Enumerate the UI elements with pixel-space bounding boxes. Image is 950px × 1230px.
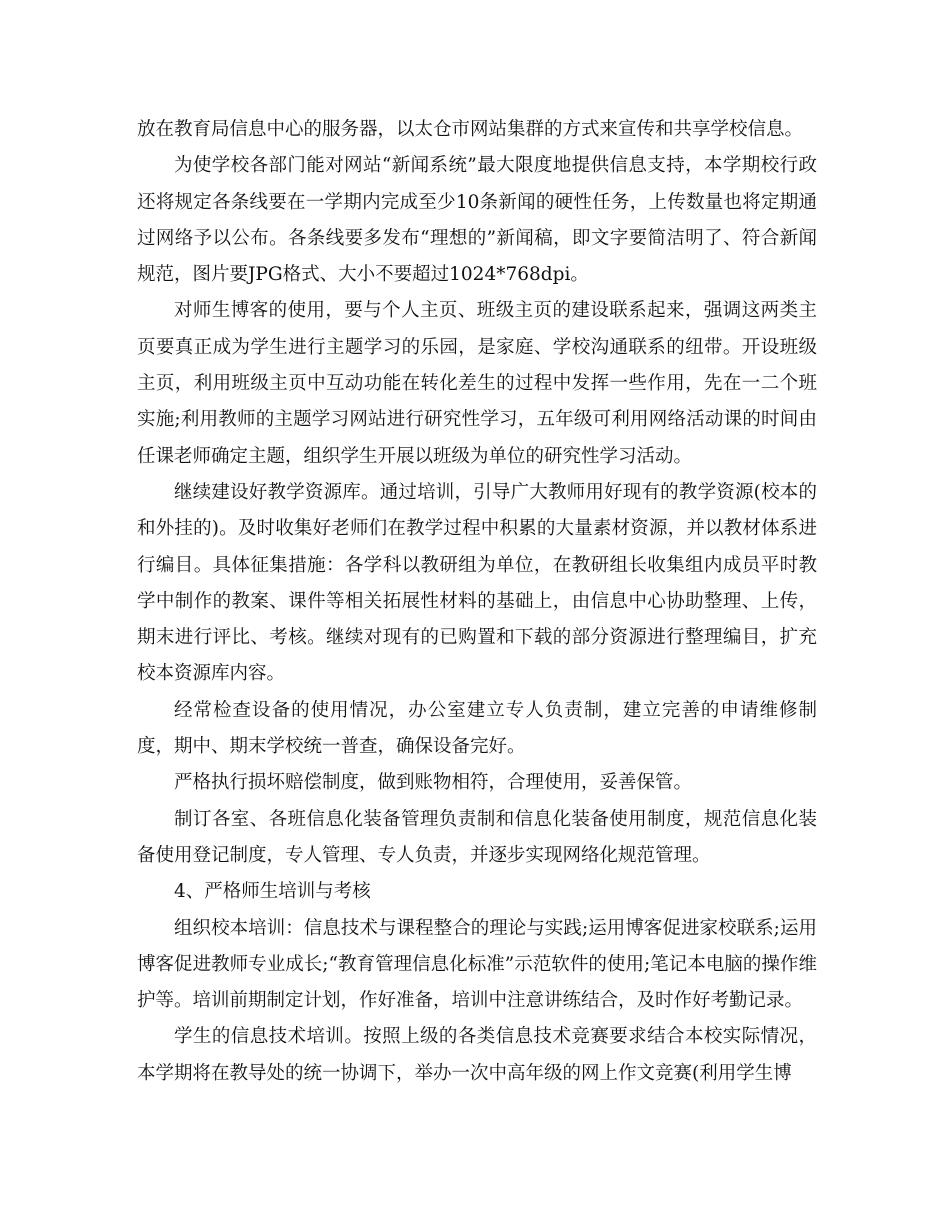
paragraph-1: 放在教育局信息中心的服务器，以太仓市网站集群的方式来宣传和共享学校信息。 — [137, 119, 804, 140]
paragraph-5: 经常检查设备的使用情况，办公室建立专人负责制，建立完善的申请维修制度，期中、期末学校统一普查，确保设备完好。 — [137, 699, 817, 758]
paragraph-6: 严格执行损坏赔偿制度，做到账物相符，合理使用，妥善保管。 — [174, 772, 693, 794]
paragraph-4: 继续建设好教学资源库。通过培训，引导广大教师用好现有的教学资源(校本的和外挂的)。及时收集好老师们在教学过程中积累的大量素材资源，并以教材体系进行编目。具体征集措施：各学科以教研组为单位，在教研组长收集组内成员平时教学中制作的教案、课件等相关拓展性材料的基础上，由信息中心协助整理、上传，期末进行评比、考核。继续对现有的已购置和下载的部分资源进行整理编目，扩充校本资源库内容。 — [137, 481, 817, 685]
paragraph-7: 制订各室、各班信息化装备管理负责制和信息化装备使用制度，规范信息化装备使用登记制度，专人管理、专人负责，并逐步实现网络化规范管理。 — [137, 808, 817, 866]
document-body — [137, 112, 817, 1092]
paragraph-9: 学生的信息技术培训。按照上级的各类信息技术竞赛要求结合本校实际情况，本学期将在教导处的统一协调下，举办一次中高年级的网上作文竞赛(利用学生博 — [137, 1026, 817, 1084]
paragraph-8: 组织校本培训：信息技术与课程整合的理论与实践;运用博客促进家校联系;运用博客促进教师专业成长;“教育管理信息化标准”示范软件的使用;笔记本电脑的操作维护等。培训前期制定计划，作好准备，培训中注意讲练结合，及时作好考勤记录。 — [137, 917, 817, 1012]
paragraph-3: 对师生博客的使用，要与个人主页、班级主页的建设联系起来，强调这两类主页要真正成为学生进行主题学习的乐园，是家庭、学校沟通联系的纽带。开设班级主页，利用班级主页中互动功能在转化差生的过程中发挥一些作用，先在一二个班实施;利用教师的主题学习网站进行研究性学习，五年级可利用网络活动课的时间由任课老师确定主题，组织学生开展以班级为单位的研究性学习活动。 — [137, 300, 817, 467]
paragraph-2: 为使学校各部门能对网站“新闻系统”最大限度地提供信息支持，本学期校行政还将规定各条线要在一学期内完成至少10条新闻的硬性任务，上传数量也将定期通过网络予以公布。各条线要多发布“理想的”新闻稿，即文字要简洁明了、符合新闻规范，图片要JPG格式、大小不要超过1024*768dpi。 — [137, 155, 817, 286]
section-heading: 4、严格师生培训与考核 — [174, 881, 371, 903]
